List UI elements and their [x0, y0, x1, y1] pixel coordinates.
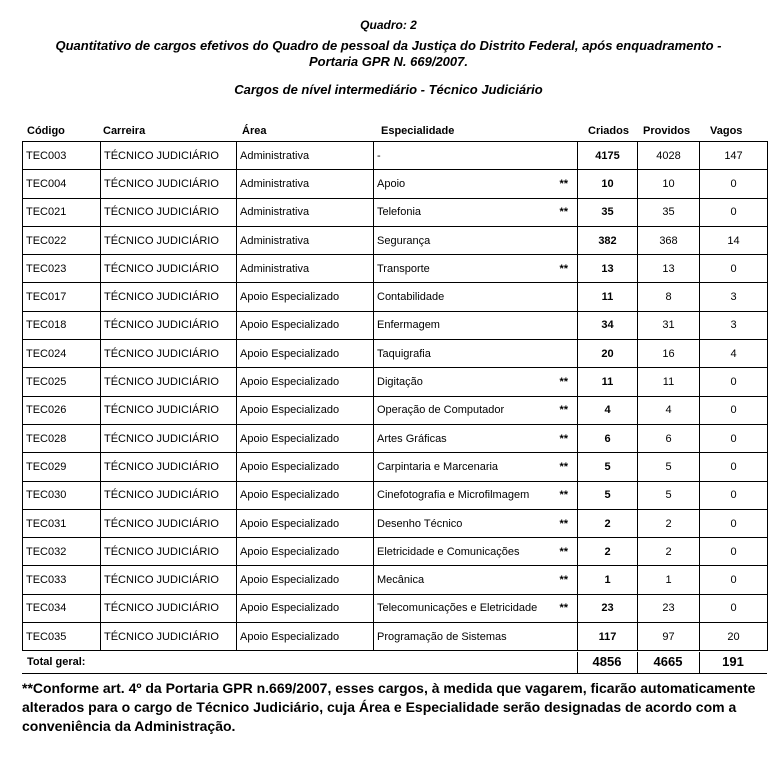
table-row: [23, 594, 768, 622]
cell-codigo: TEC030: [23, 481, 101, 509]
especialidade-text: Contabilidade: [377, 291, 445, 304]
cell-vagos: 0: [700, 594, 768, 622]
column-header-area: Área: [242, 125, 267, 137]
cell-providos: 1: [638, 566, 700, 594]
table-row: [23, 623, 768, 651]
cell-carreira: TÉCNICO JUDICIÁRIO: [101, 509, 237, 537]
page-title-line1: Quantitativo de cargos efetivos do Quadro de pessoal da Justiça do Distrito Federal, após enquadramento -: [55, 38, 722, 53]
cell-providos: 16: [638, 340, 700, 368]
cell-area: Apoio Especializado: [237, 623, 374, 651]
cell-providos: 8: [638, 283, 700, 311]
cell-providos: 4: [638, 396, 700, 424]
table-row: [23, 226, 768, 254]
footnote-marker: **: [559, 376, 568, 389]
cell-area: Administrativa: [237, 255, 374, 283]
cell-area: Apoio Especializado: [237, 424, 374, 452]
page-subtitle: Cargos de nível intermediário - Técnico Judiciário: [234, 82, 543, 97]
total-providos: 4665: [653, 654, 683, 669]
especialidade-text: -: [377, 149, 381, 162]
cell-codigo: TEC004: [23, 170, 101, 198]
cell-especialidade: [374, 368, 578, 396]
footnote-marker: **: [559, 177, 568, 190]
especialidade-text: Programação de Sistemas: [377, 630, 507, 643]
cell-especialidade: [374, 509, 578, 537]
cell-area: Administrativa: [237, 198, 374, 226]
cell-especialidade: [374, 311, 578, 339]
cell-area: Administrativa: [237, 226, 374, 254]
cell-criados: 4175: [578, 142, 638, 170]
cell-providos: 11: [638, 368, 700, 396]
footnote-marker: **: [559, 206, 568, 219]
cell-criados: 382: [578, 226, 638, 254]
cell-area: Administrativa: [237, 170, 374, 198]
cell-vagos: 0: [700, 424, 768, 452]
cell-codigo: TEC033: [23, 566, 101, 594]
footnote-marker: **: [559, 262, 568, 275]
especialidade-text: Telefonia: [377, 206, 422, 219]
cell-especialidade: [374, 340, 578, 368]
footnote-marker: **: [559, 432, 568, 445]
cell-criados: 2: [578, 509, 638, 537]
cell-codigo: TEC026: [23, 396, 101, 424]
cell-vagos: 3: [700, 311, 768, 339]
table-row: [23, 509, 768, 537]
cell-providos: 97: [638, 623, 700, 651]
cell-providos: 6: [638, 424, 700, 452]
cell-codigo: TEC003: [23, 142, 101, 170]
page-title-line2: Portaria GPR N. 669/2007.: [309, 54, 468, 69]
total-label: Total geral:: [27, 656, 86, 668]
cell-vagos: 0: [700, 255, 768, 283]
column-header-codigo: Código: [27, 125, 65, 137]
cell-especialidade: [374, 396, 578, 424]
cell-criados: 5: [578, 481, 638, 509]
especialidade-text: Carpintaria e Marcenaria: [377, 460, 499, 473]
cell-carreira: TÉCNICO JUDICIÁRIO: [101, 481, 237, 509]
cell-vagos: 0: [700, 538, 768, 566]
cell-providos: 31: [638, 311, 700, 339]
table-row: [23, 283, 768, 311]
cell-codigo: TEC024: [23, 340, 101, 368]
cell-criados: 11: [578, 283, 638, 311]
table-row: [23, 340, 768, 368]
cell-providos: 5: [638, 453, 700, 481]
especialidade-text: Mecânica: [377, 574, 425, 587]
cell-vagos: 0: [700, 453, 768, 481]
cell-especialidade: [374, 255, 578, 283]
table-row: [23, 142, 768, 170]
cell-carreira: TÉCNICO JUDICIÁRIO: [101, 142, 237, 170]
cell-carreira: TÉCNICO JUDICIÁRIO: [101, 566, 237, 594]
cell-carreira: TÉCNICO JUDICIÁRIO: [101, 538, 237, 566]
total-criados: 4856: [592, 654, 622, 669]
cell-providos: 5: [638, 481, 700, 509]
cell-vagos: 0: [700, 566, 768, 594]
cell-area: Apoio Especializado: [237, 453, 374, 481]
cell-especialidade: [374, 283, 578, 311]
cell-especialidade: [374, 170, 578, 198]
cell-providos: 23: [638, 594, 700, 622]
table-row: [23, 481, 768, 509]
cell-especialidade: [374, 623, 578, 651]
especialidade-text: Segurança: [377, 234, 431, 247]
cell-criados: 13: [578, 255, 638, 283]
especialidade-text: Desenho Técnico: [377, 517, 463, 530]
column-header-providos: Providos: [643, 125, 691, 137]
cell-vagos: 0: [700, 198, 768, 226]
especialidade-text: Taquigrafia: [377, 347, 431, 360]
cell-carreira: TÉCNICO JUDICIÁRIO: [101, 453, 237, 481]
table-caption: Quadro: 2: [360, 18, 417, 32]
especialidade-text: Digitação: [377, 376, 423, 389]
cell-area: Apoio Especializado: [237, 538, 374, 566]
table-row: [23, 396, 768, 424]
table-row: [23, 170, 768, 198]
footnote: **Conforme art. 4º da Portaria GPR n.669/2007, esses cargos, à medida que vagarem, ficarão automaticamente alterados para o cargo de Técnico Judiciário, cuja Área e Especialidade serão designadas de acordo com a conveniência da Administração.: [22, 680, 756, 734]
cell-especialidade: [374, 538, 578, 566]
cell-carreira: TÉCNICO JUDICIÁRIO: [101, 255, 237, 283]
cell-carreira: TÉCNICO JUDICIÁRIO: [101, 226, 237, 254]
especialidade-text: Eletricidade e Comunicações: [377, 545, 520, 558]
cell-codigo: TEC021: [23, 198, 101, 226]
cell-vagos: 147: [700, 142, 768, 170]
especialidade-text: Telecomunicações e Eletricidade: [377, 602, 538, 615]
cell-vagos: 3: [700, 283, 768, 311]
footnote-marker: **: [559, 489, 568, 502]
especialidade-text: Enfermagem: [377, 319, 440, 332]
cell-carreira: TÉCNICO JUDICIÁRIO: [101, 170, 237, 198]
cell-carreira: TÉCNICO JUDICIÁRIO: [101, 368, 237, 396]
cell-area: Apoio Especializado: [237, 368, 374, 396]
positions-table: [22, 141, 768, 651]
cell-criados: 10: [578, 170, 638, 198]
footnote-marker: **: [559, 404, 568, 417]
cell-criados: 1: [578, 566, 638, 594]
cell-especialidade: [374, 453, 578, 481]
total-row: [22, 652, 767, 674]
especialidade-text: Artes Gráficas: [377, 432, 447, 445]
cell-codigo: TEC031: [23, 509, 101, 537]
cell-criados: 4: [578, 396, 638, 424]
cell-area: Apoio Especializado: [237, 481, 374, 509]
cell-providos: 4028: [638, 142, 700, 170]
cell-vagos: 4: [700, 340, 768, 368]
table-row: [23, 424, 768, 452]
table-row: [23, 255, 768, 283]
cell-carreira: TÉCNICO JUDICIÁRIO: [101, 311, 237, 339]
table-row: [23, 368, 768, 396]
table-row: [23, 566, 768, 594]
table-row: [23, 311, 768, 339]
cell-carreira: TÉCNICO JUDICIÁRIO: [101, 424, 237, 452]
cell-vagos: 14: [700, 226, 768, 254]
cell-carreira: TÉCNICO JUDICIÁRIO: [101, 396, 237, 424]
cell-providos: 2: [638, 509, 700, 537]
cell-criados: 5: [578, 453, 638, 481]
cell-especialidade: [374, 594, 578, 622]
column-header-criados: Criados: [588, 125, 629, 137]
cell-codigo: TEC018: [23, 311, 101, 339]
cell-vagos: 0: [700, 368, 768, 396]
table-row: [23, 198, 768, 226]
cell-codigo: TEC035: [23, 623, 101, 651]
cell-especialidade: [374, 142, 578, 170]
cell-area: Apoio Especializado: [237, 311, 374, 339]
especialidade-text: Operação de Computador: [377, 404, 505, 417]
footnote-marker: **: [559, 602, 568, 615]
cell-vagos: 20: [700, 623, 768, 651]
cell-especialidade: [374, 424, 578, 452]
column-header-vagos: Vagos: [710, 125, 743, 137]
cell-providos: 368: [638, 226, 700, 254]
cell-criados: 11: [578, 368, 638, 396]
cell-codigo: TEC032: [23, 538, 101, 566]
cell-especialidade: [374, 198, 578, 226]
table-row: [23, 453, 768, 481]
cell-providos: 10: [638, 170, 700, 198]
cell-criados: 34: [578, 311, 638, 339]
cell-criados: 6: [578, 424, 638, 452]
cell-carreira: TÉCNICO JUDICIÁRIO: [101, 198, 237, 226]
especialidade-text: Apoio: [377, 177, 406, 190]
cell-codigo: TEC025: [23, 368, 101, 396]
footnote-marker: **: [559, 545, 568, 558]
cell-carreira: TÉCNICO JUDICIÁRIO: [101, 594, 237, 622]
cell-codigo: TEC034: [23, 594, 101, 622]
cell-vagos: 0: [700, 396, 768, 424]
cell-area: Apoio Especializado: [237, 283, 374, 311]
cell-area: Administrativa: [237, 142, 374, 170]
cell-codigo: TEC022: [23, 226, 101, 254]
cell-criados: 117: [578, 623, 638, 651]
cell-vagos: 0: [700, 509, 768, 537]
column-header-especialidade: Especialidade: [381, 125, 455, 137]
cell-especialidade: [374, 566, 578, 594]
cell-vagos: 0: [700, 170, 768, 198]
cell-criados: 35: [578, 198, 638, 226]
column-header-carreira: Carreira: [103, 125, 146, 137]
cell-providos: 35: [638, 198, 700, 226]
cell-especialidade: [374, 226, 578, 254]
cell-area: Apoio Especializado: [237, 396, 374, 424]
table-row: [23, 538, 768, 566]
footnote-marker: **: [559, 574, 568, 587]
especialidade-text: Transporte: [377, 262, 430, 275]
cell-providos: 13: [638, 255, 700, 283]
total-vagos: 191: [722, 654, 744, 669]
footnote-marker: **: [559, 460, 568, 473]
footnote-marker: **: [559, 517, 568, 530]
cell-especialidade: [374, 481, 578, 509]
cell-area: Apoio Especializado: [237, 340, 374, 368]
cell-carreira: TÉCNICO JUDICIÁRIO: [101, 340, 237, 368]
cell-providos: 2: [638, 538, 700, 566]
cell-area: Apoio Especializado: [237, 566, 374, 594]
cell-criados: 2: [578, 538, 638, 566]
cell-codigo: TEC028: [23, 424, 101, 452]
cell-carreira: TÉCNICO JUDICIÁRIO: [101, 283, 237, 311]
cell-codigo: TEC029: [23, 453, 101, 481]
cell-criados: 23: [578, 594, 638, 622]
cell-codigo: TEC017: [23, 283, 101, 311]
cell-codigo: TEC023: [23, 255, 101, 283]
cell-criados: 20: [578, 340, 638, 368]
cell-area: Apoio Especializado: [237, 509, 374, 537]
cell-carreira: TÉCNICO JUDICIÁRIO: [101, 623, 237, 651]
especialidade-text: Cinefotografia e Microfilmagem: [377, 489, 530, 502]
cell-vagos: 0: [700, 481, 768, 509]
total-underline: [22, 673, 767, 674]
cell-area: Apoio Especializado: [237, 594, 374, 622]
